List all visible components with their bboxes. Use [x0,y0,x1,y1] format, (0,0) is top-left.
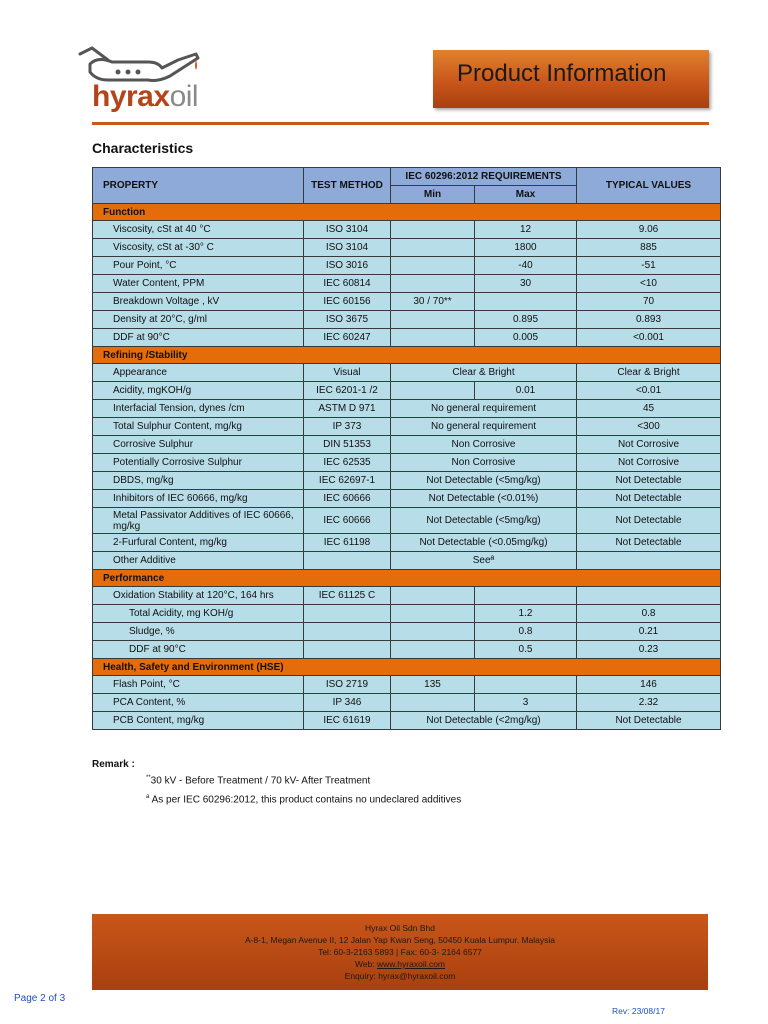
cell-property: Corrosive Sulphur [93,436,304,454]
cell-min [391,329,475,347]
cell-max: 0.005 [475,329,577,347]
cell-property: Potentially Corrosive Sulphur [93,454,304,472]
group-label: Function [93,204,721,221]
cell-property: Viscosity, cSt at 40 °C [93,221,304,239]
cell-typical-value: Not Detectable [577,508,721,534]
cell-requirement: Seeª [391,552,577,570]
cell-typical-value: Not Corrosive [577,454,721,472]
cell-max: 0.01 [475,382,577,400]
cell-test-method: IEC 60814 [304,275,391,293]
cell-typical-value: Not Corrosive [577,436,721,454]
cell-typical-value: <0.01 [577,382,721,400]
cell-property: Acidity, mgKOH/g [93,382,304,400]
cell-property: Pour Point, °C [93,257,304,275]
footer-address: A-8-1, Megan Avenue II, 12 Jalan Yap Kwan Seng, 50450 Kuala Lumpur. Malaysia [245,935,555,945]
group-label: Health, Safety and Environment (HSE) [93,659,721,676]
banner-title: Product Information [457,60,667,87]
table-row [93,382,721,400]
cell-property: 2-Furfural Content, mg/kg [93,534,304,552]
cell-min [391,311,475,329]
cell-max [475,293,577,311]
table-row [93,311,721,329]
table-row [93,508,721,534]
cell-typical-value: 9.06 [577,221,721,239]
table-row [93,641,721,659]
table-row [93,221,721,239]
cell-test-method: ISO 3104 [304,239,391,257]
table-row [93,257,721,275]
header-test-method: TEST METHOD [304,168,391,204]
table-body [93,204,721,730]
cell-max: 3 [475,694,577,712]
table-row [93,605,721,623]
table-row [93,694,721,712]
cell-test-method: IP 346 [304,694,391,712]
cell-requirement: Non Corrosive [391,436,577,454]
table-group-header [93,570,721,587]
cell-typical-value: 70 [577,293,721,311]
cell-min [391,239,475,257]
cell-test-method: ISO 3675 [304,311,391,329]
cell-test-method: ISO 3016 [304,257,391,275]
cell-property: DBDS, mg/kg [93,472,304,490]
cell-min [391,275,475,293]
cell-max: 0.8 [475,623,577,641]
logo-wordmark: hyraxoil [92,80,199,113]
cell-typical-value: 885 [577,239,721,257]
cell-max [475,676,577,694]
cell-requirement: Non Corrosive [391,454,577,472]
cell-min [391,605,475,623]
cell-max: 0.5 [475,641,577,659]
cell-property: Flash Point, °C [93,676,304,694]
cell-typical-value: 2.32 [577,694,721,712]
cell-typical-value: 0.8 [577,605,721,623]
cell-property: Density at 20°C, g/ml [93,311,304,329]
cell-property: DDF at 90°C [93,329,304,347]
cell-max: 1800 [475,239,577,257]
cell-typical-value: Clear & Bright [577,364,721,382]
cell-min [391,623,475,641]
cell-max: 0.895 [475,311,577,329]
cell-min [391,587,475,605]
cell-property: PCB Content, mg/kg [93,712,304,730]
cell-property: Sludge, % [93,623,304,641]
cell-property: Total Acidity, mg KOH/g [93,605,304,623]
cell-test-method: IEC 60666 [304,490,391,508]
group-label: Performance [93,570,721,587]
cell-test-method [304,552,391,570]
group-label: Refining /Stability [93,347,721,364]
cell-requirement: Not Detectable (<5mg/kg) [391,472,577,490]
cell-typical-value: Not Detectable [577,534,721,552]
table-row [93,275,721,293]
cell-typical-value: 0.21 [577,623,721,641]
cell-requirement: Not Detectable (<0.05mg/kg) [391,534,577,552]
cell-test-method: IEC 61198 [304,534,391,552]
cell-typical-value: <0.001 [577,329,721,347]
cell-requirement: No general requirement [391,400,577,418]
cell-min [391,382,475,400]
cell-typical-value: 45 [577,400,721,418]
header-requirements: IEC 60296:2012 REQUIREMENTS [391,168,577,186]
header-min: Min [391,186,475,204]
cell-requirement: Not Detectable (<0.01%) [391,490,577,508]
cell-typical-value: Not Detectable [577,490,721,508]
cell-test-method [304,623,391,641]
cell-typical-value: <10 [577,275,721,293]
cell-max: -40 [475,257,577,275]
cell-max: 12 [475,221,577,239]
company-footer [92,914,708,990]
cell-min: 30 / 70** [391,293,475,311]
cell-test-method: Visual [304,364,391,382]
cell-property: Other Additive [93,552,304,570]
cell-test-method: ISO 3104 [304,221,391,239]
table-row [93,239,721,257]
characteristics-table [92,167,721,730]
cell-test-method: ASTM D 971 [304,400,391,418]
table-row [93,418,721,436]
cell-test-method: IEC 6201-1 /2 [304,382,391,400]
table-group-header [93,204,721,221]
cell-typical-value: 0.893 [577,311,721,329]
cell-min [391,641,475,659]
cell-requirement: Not Detectable (<2mg/kg) [391,712,577,730]
table-row [93,587,721,605]
cell-property: Water Content, PPM [93,275,304,293]
cell-min [391,221,475,239]
cell-property: Total Sulphur Content, mg/kg [93,418,304,436]
cell-property: DDF at 90°C [93,641,304,659]
cell-typical-value: Not Detectable [577,472,721,490]
cell-test-method: IEC 62697-1 [304,472,391,490]
cell-test-method [304,641,391,659]
cell-test-method: ISO 2719 [304,676,391,694]
header-divider [92,122,709,125]
cell-test-method: IEC 61619 [304,712,391,730]
table-row [93,676,721,694]
table-row [93,364,721,382]
table-row [93,436,721,454]
footer-phone: Tel: 60-3-2163 5893 | Fax: 60-3- 2164 6577 [318,947,482,957]
table-row [93,400,721,418]
table-row [93,623,721,641]
cell-property: PCA Content, % [93,694,304,712]
table-row [93,329,721,347]
remark-note-2: $^a$ As per IEC 60296:2012, this product contains no undeclared additives [146,794,462,806]
cell-test-method: DIN 51353 [304,436,391,454]
cell-requirement: Not Detectable (<5mg/kg) [391,508,577,534]
remark-note-1: **30 kV - Before Treatment / 70 kV- After Treatment [146,775,371,787]
cell-min [391,257,475,275]
cell-test-method [304,605,391,623]
table-row [93,472,721,490]
cell-min: 135 [391,676,475,694]
cell-min [391,694,475,712]
cell-property: Oxidation Stability at 120°C, 164 hrs [93,587,304,605]
cell-typical-value [577,587,721,605]
cell-typical-value [577,552,721,570]
cell-test-method: IEC 60247 [304,329,391,347]
page-number: Page 2 of 3 [14,993,66,1004]
table-group-header [93,659,721,676]
cell-typical-value: 146 [577,676,721,694]
section-title: Characteristics [92,140,194,156]
table-row [93,454,721,472]
cell-test-method: IEC 60156 [304,293,391,311]
cell-test-method: IEC 62535 [304,454,391,472]
cell-test-method: IEC 60666 [304,508,391,534]
website-link[interactable]: www.hyraxoil.com [377,959,446,969]
table-row [93,490,721,508]
cell-typical-value: 0.23 [577,641,721,659]
footer-enquiry: Enquiry: hyrax@hyraxoil.com [344,971,456,981]
remark-title: Remark : [92,759,135,770]
cell-property: Interfacial Tension, dynes /cm [93,400,304,418]
cell-requirement: No general requirement [391,418,577,436]
cell-property: Appearance [93,364,304,382]
cell-test-method: IEC 61125 C [304,587,391,605]
product-information-banner [433,50,709,108]
table-row [93,552,721,570]
cell-max [475,587,577,605]
header-max: Max [475,186,577,204]
cell-property: Inhibitors of IEC 60666, mg/kg [93,490,304,508]
cell-property: Breakdown Voltage , kV [93,293,304,311]
table-group-header [93,347,721,364]
table-row [93,293,721,311]
header-property: PROPERTY [93,168,304,204]
cell-requirement: Clear & Bright [391,364,577,382]
cell-property: Metal Passivator Additives of IEC 60666, mg/kg [93,508,304,534]
table-row [93,712,721,730]
footer-company: Hyrax Oil Sdn Bhd [365,923,435,933]
cell-test-method: IP 373 [304,418,391,436]
cell-property: Viscosity, cSt at -30° C [93,239,304,257]
cell-max: 1.2 [475,605,577,623]
cell-max: 30 [475,275,577,293]
table-row [93,534,721,552]
footer-web: Web: www.hyraxoil.com [354,959,446,969]
cell-typical-value: Not Detectable [577,712,721,730]
revision-date: Rev: 23/08/17 [612,1006,665,1016]
cell-typical-value: <300 [577,418,721,436]
header-typical-values: TYPICAL VALUES [577,168,721,204]
cell-typical-value: -51 [577,257,721,275]
